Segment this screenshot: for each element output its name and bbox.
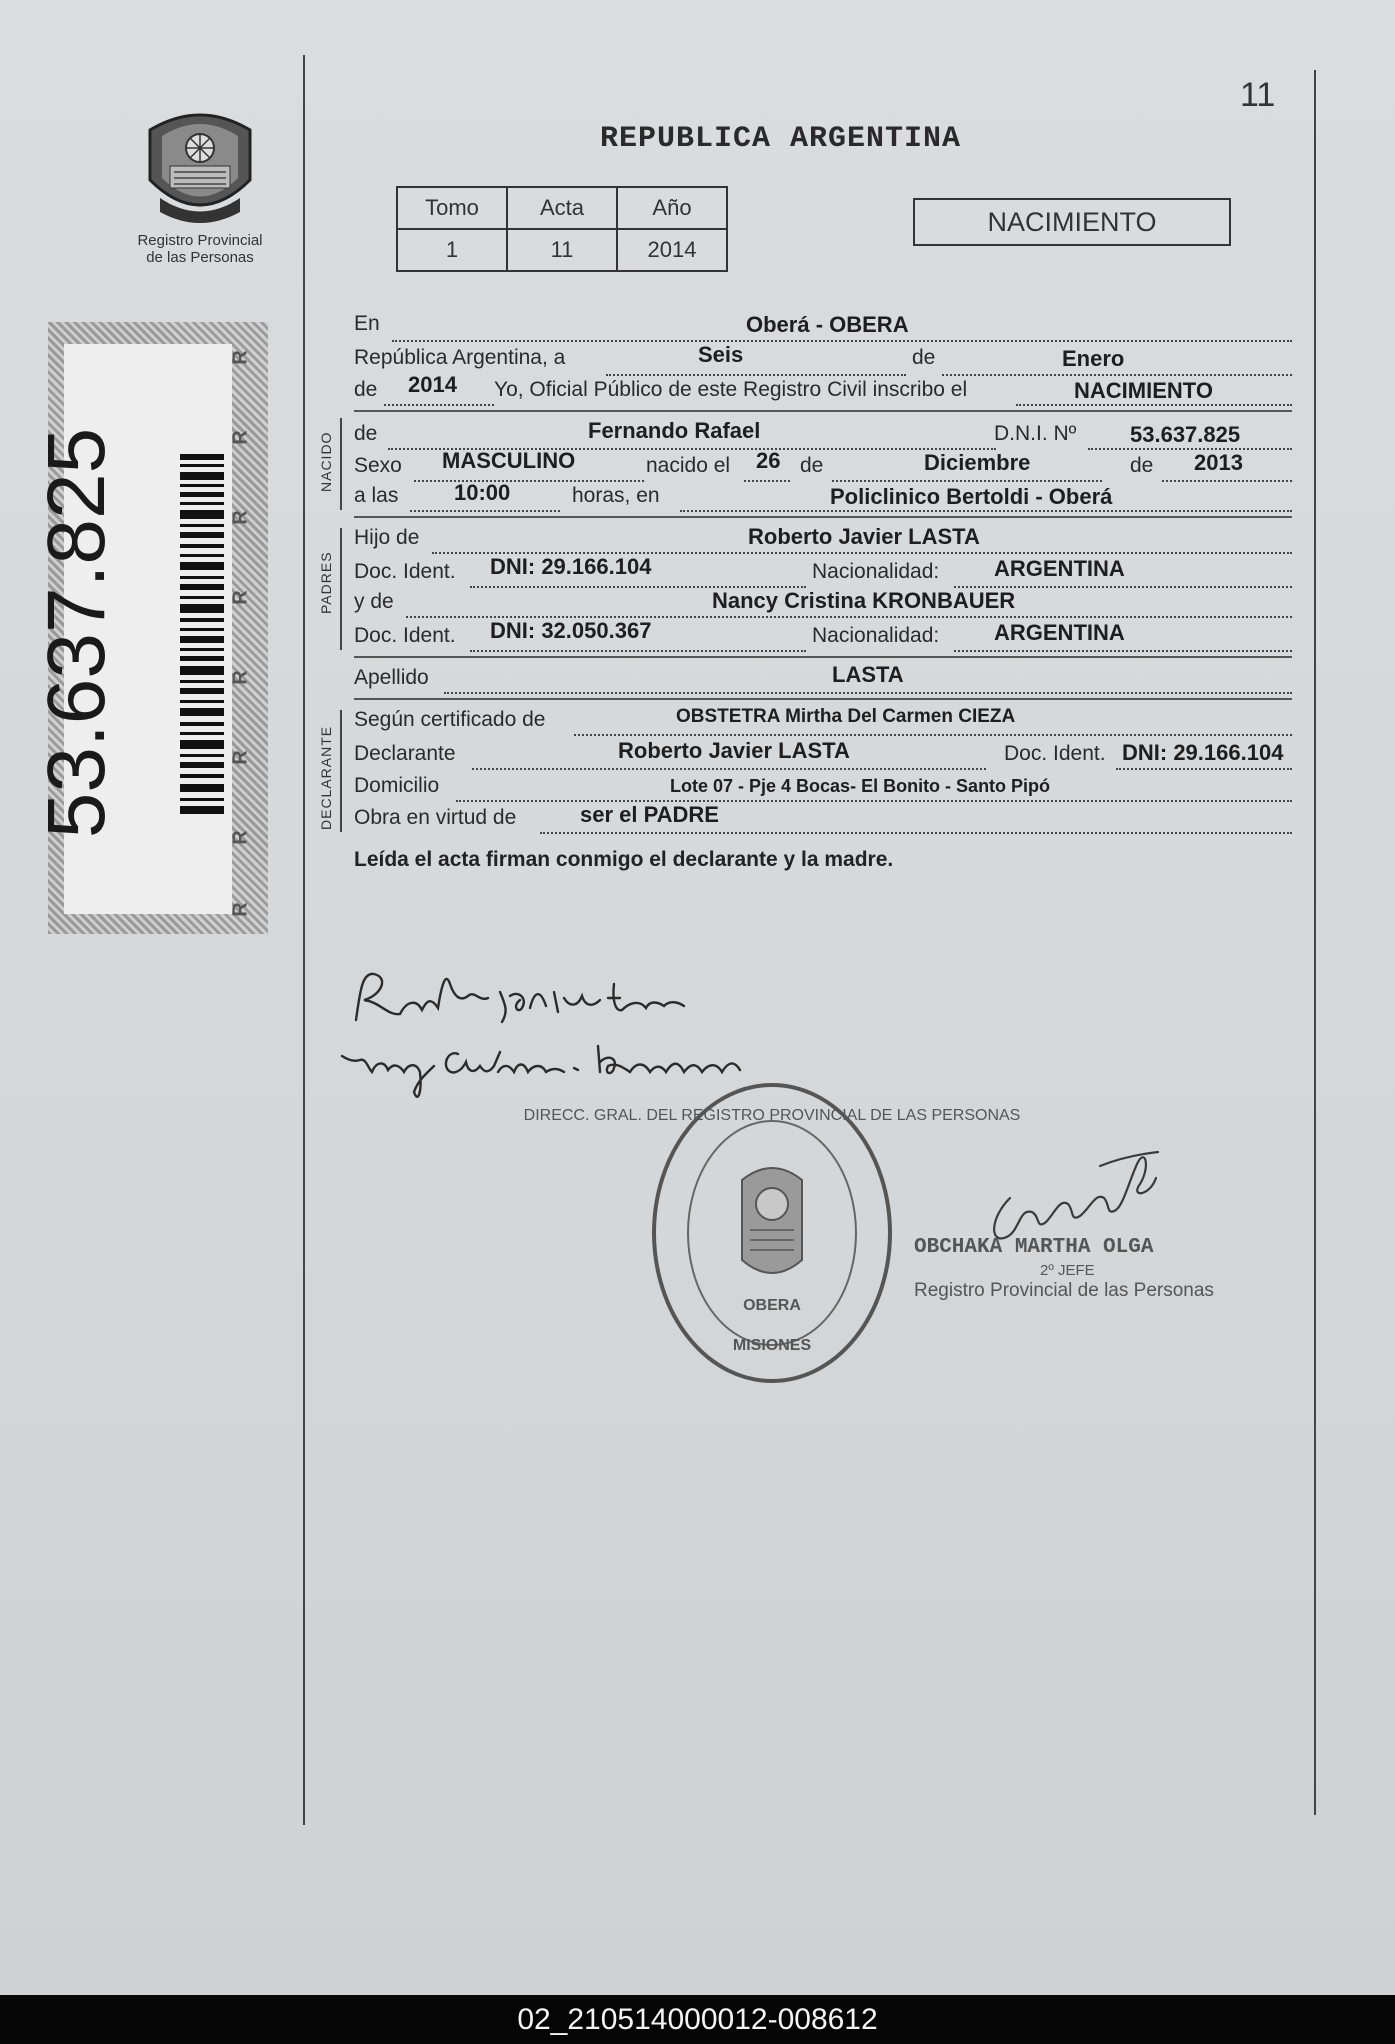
value-birth-time: 10:00 — [454, 480, 511, 505]
label-domicilio: Domicilio — [354, 774, 440, 797]
registry-table-value-row — [397, 229, 727, 271]
registry-table-header-row — [397, 187, 727, 229]
dots-capacity — [540, 832, 1292, 834]
side-label-padres: PADRES — [318, 551, 334, 614]
declarante-section-bar — [340, 710, 342, 832]
label-docident-mother: Doc. Ident. — [354, 624, 456, 647]
dots-declarant — [472, 768, 986, 770]
label-de-month: de — [912, 346, 936, 369]
label-horas: horas, en — [572, 484, 660, 507]
value-declarant: Roberto Javier LASTA — [618, 738, 850, 763]
document-title: REPUBLICA ARGENTINA — [600, 122, 962, 156]
form-line-certificate — [354, 708, 1292, 738]
dots-day — [606, 374, 906, 376]
registry-value-tomo: 1 — [397, 229, 507, 271]
label-nacido: nacido el — [646, 454, 731, 477]
seal-text: DIRECC. GRAL. DEL REGISTRO PROVINCIAL DE LAS PERSONAS — [523, 1107, 1021, 1124]
value-mother-nationality: ARGENTINA — [994, 620, 1125, 645]
value-year: 2014 — [408, 372, 457, 397]
value-address: Lote 07 - Pje 4 Bocas- El Bonito - Santo Pipó — [670, 776, 1051, 796]
dots-birth-year — [1162, 480, 1292, 482]
label-alas: a las — [354, 484, 399, 507]
form-line-father-doc — [354, 554, 1292, 590]
value-child-name: Fernando Rafael — [588, 418, 761, 443]
registry-value-anio: 2014 — [617, 229, 727, 271]
value-father-doc: DNI: 29.166.104 — [490, 554, 652, 579]
strip-letter-8: R — [229, 902, 252, 917]
officer-org: Registro Provincial de las Personas — [914, 1280, 1214, 1301]
value-day-word: Seis — [698, 342, 744, 367]
seal-city: OBERA — [743, 1297, 801, 1314]
label-obra: Obra en virtud de — [354, 806, 517, 829]
value-certificate: OBSTETRA Mirtha Del Carmen CIEZA — [676, 706, 1016, 727]
dots-month — [942, 374, 1292, 376]
label-docident-father: Doc. Ident. — [354, 560, 456, 583]
page-number: 11 — [1240, 76, 1276, 114]
record-type-box: NACIMIENTO — [913, 198, 1231, 246]
serial-strip-inner — [31, 344, 232, 914]
value-mother-doc: DNI: 32.050.367 — [490, 618, 652, 643]
strip-letter-2: R — [229, 430, 252, 445]
value-father-nationality: ARGENTINA — [994, 556, 1125, 581]
strip-letter-6: R — [229, 750, 252, 765]
value-inscription-type: NACIMIENTO — [1074, 378, 1213, 403]
nacido-section-bar — [340, 418, 342, 510]
officer-name: OBCHAKA MARTHA OLGA — [914, 1236, 1154, 1259]
registry-value-acta: 11 — [507, 229, 617, 271]
serial-number: 53.637.825 — [31, 427, 122, 839]
closing-statement: Leída el acta firman conmigo el declarante y la madre. — [354, 848, 894, 871]
value-surname: LASTA — [832, 662, 904, 687]
rule-4 — [354, 698, 1292, 700]
form-line-time — [354, 480, 1292, 514]
emblem-caption-line-2: de las Personas — [146, 249, 254, 266]
dots-birth-place — [680, 510, 1292, 512]
barcode-icon — [180, 454, 224, 814]
officer-rank: 2º JEFE — [1040, 1262, 1095, 1279]
dots-mother-nat — [954, 650, 1292, 652]
dots-year — [384, 404, 494, 406]
label-segun: Según certificado de — [354, 708, 546, 731]
official-seal — [523, 1080, 1021, 1386]
padres-section-bar — [340, 528, 342, 650]
left-margin-line — [303, 55, 305, 1825]
seal-province: MISIONES — [732, 1337, 812, 1354]
label-hijo: Hijo de — [354, 526, 420, 549]
dots-birth-day — [744, 480, 790, 482]
value-birth-month: Diciembre — [924, 450, 1031, 475]
rule-3 — [354, 656, 1292, 658]
label-nacionalidad-mother: Nacionalidad: — [812, 624, 940, 647]
value-child-dni: 53.637.825 — [1130, 422, 1241, 447]
strip-letter-5: R — [229, 670, 252, 685]
registry-header-acta: Acta — [507, 187, 617, 229]
value-birth-place: Policlinico Bertoldi - Oberá — [830, 484, 1113, 509]
dots-type — [1016, 404, 1292, 406]
registry-header-tomo: Tomo — [397, 187, 507, 229]
label-docident-declarant: Doc. Ident. — [1004, 742, 1106, 765]
strip-letter-3: R — [229, 510, 252, 525]
dots-en — [392, 340, 1292, 342]
value-capacity: ser el PADRE — [580, 802, 719, 827]
dots-sex — [414, 480, 644, 482]
label-yde: y de — [354, 590, 394, 613]
label-nacionalidad-father: Nacionalidad: — [812, 560, 940, 583]
emblem-caption — [120, 232, 280, 266]
value-declarant-doc: DNI: 29.166.104 — [1122, 740, 1284, 765]
form-line-republica — [354, 342, 1292, 376]
label-de-bmonth: de — [800, 454, 824, 477]
side-label-nacido: NACIDO — [318, 431, 334, 492]
dots-certificate — [574, 734, 1292, 736]
label-de-year: de — [354, 378, 378, 401]
form-line-declarant — [354, 738, 1292, 772]
form-line-en — [354, 312, 1292, 342]
form-line-address — [354, 774, 1292, 804]
label-en: En — [354, 312, 380, 335]
registry-table — [396, 186, 728, 272]
value-month: Enero — [1062, 346, 1125, 371]
side-label-declarante: DECLARANTE — [318, 725, 334, 830]
form-line-oficial — [354, 372, 1292, 408]
form-line-surname — [354, 662, 1292, 696]
form-line-mother-doc — [354, 618, 1292, 654]
label-oficial: Yo, Oficial Público de este Registro Civil inscribo el — [494, 378, 968, 401]
form-line-father — [354, 526, 1292, 556]
label-de-child: de — [354, 422, 378, 445]
dots-surname — [444, 692, 1292, 694]
registry-header-anio: Año — [617, 187, 727, 229]
value-father-name: Roberto Javier LASTA — [748, 524, 980, 549]
value-sex: MASCULINO — [442, 448, 576, 473]
dots-declarant-doc — [1116, 768, 1292, 770]
strip-letter-4: R — [229, 590, 252, 605]
province-emblem-icon — [140, 100, 260, 230]
label-de-byear: de — [1130, 454, 1154, 477]
serial-strip — [31, 322, 268, 934]
label-apellido: Apellido — [354, 666, 429, 689]
form-line-capacity — [354, 802, 1292, 836]
declarant-signature — [350, 962, 750, 1032]
form-line-mother — [354, 590, 1292, 620]
value-birth-year: 2013 — [1194, 450, 1243, 475]
label-republica: República Argentina, a — [354, 346, 566, 369]
label-declarante: Declarante — [354, 742, 456, 765]
right-margin-line — [1314, 70, 1316, 1815]
footer-code: 02_210514000012-008612 — [0, 1995, 1395, 2044]
dots-time — [410, 510, 560, 512]
rule-2 — [354, 516, 1292, 518]
strip-letter-1: R — [229, 350, 252, 365]
label-dni: D.N.I. Nº — [994, 422, 1077, 445]
dots-child-dni — [1088, 448, 1292, 450]
emblem-caption-line-1: Registro Provincial — [137, 232, 263, 249]
value-place: Oberá - OBERA — [746, 312, 909, 337]
label-sexo: Sexo — [354, 454, 402, 477]
dots-birth-month — [832, 480, 1102, 482]
value-mother-name: Nancy Cristina KRONBAUER — [712, 588, 1016, 613]
rule-1 — [354, 410, 1292, 412]
dots-mother-doc — [470, 650, 806, 652]
strip-letter-7: R — [229, 830, 252, 845]
value-birth-day: 26 — [756, 448, 781, 473]
